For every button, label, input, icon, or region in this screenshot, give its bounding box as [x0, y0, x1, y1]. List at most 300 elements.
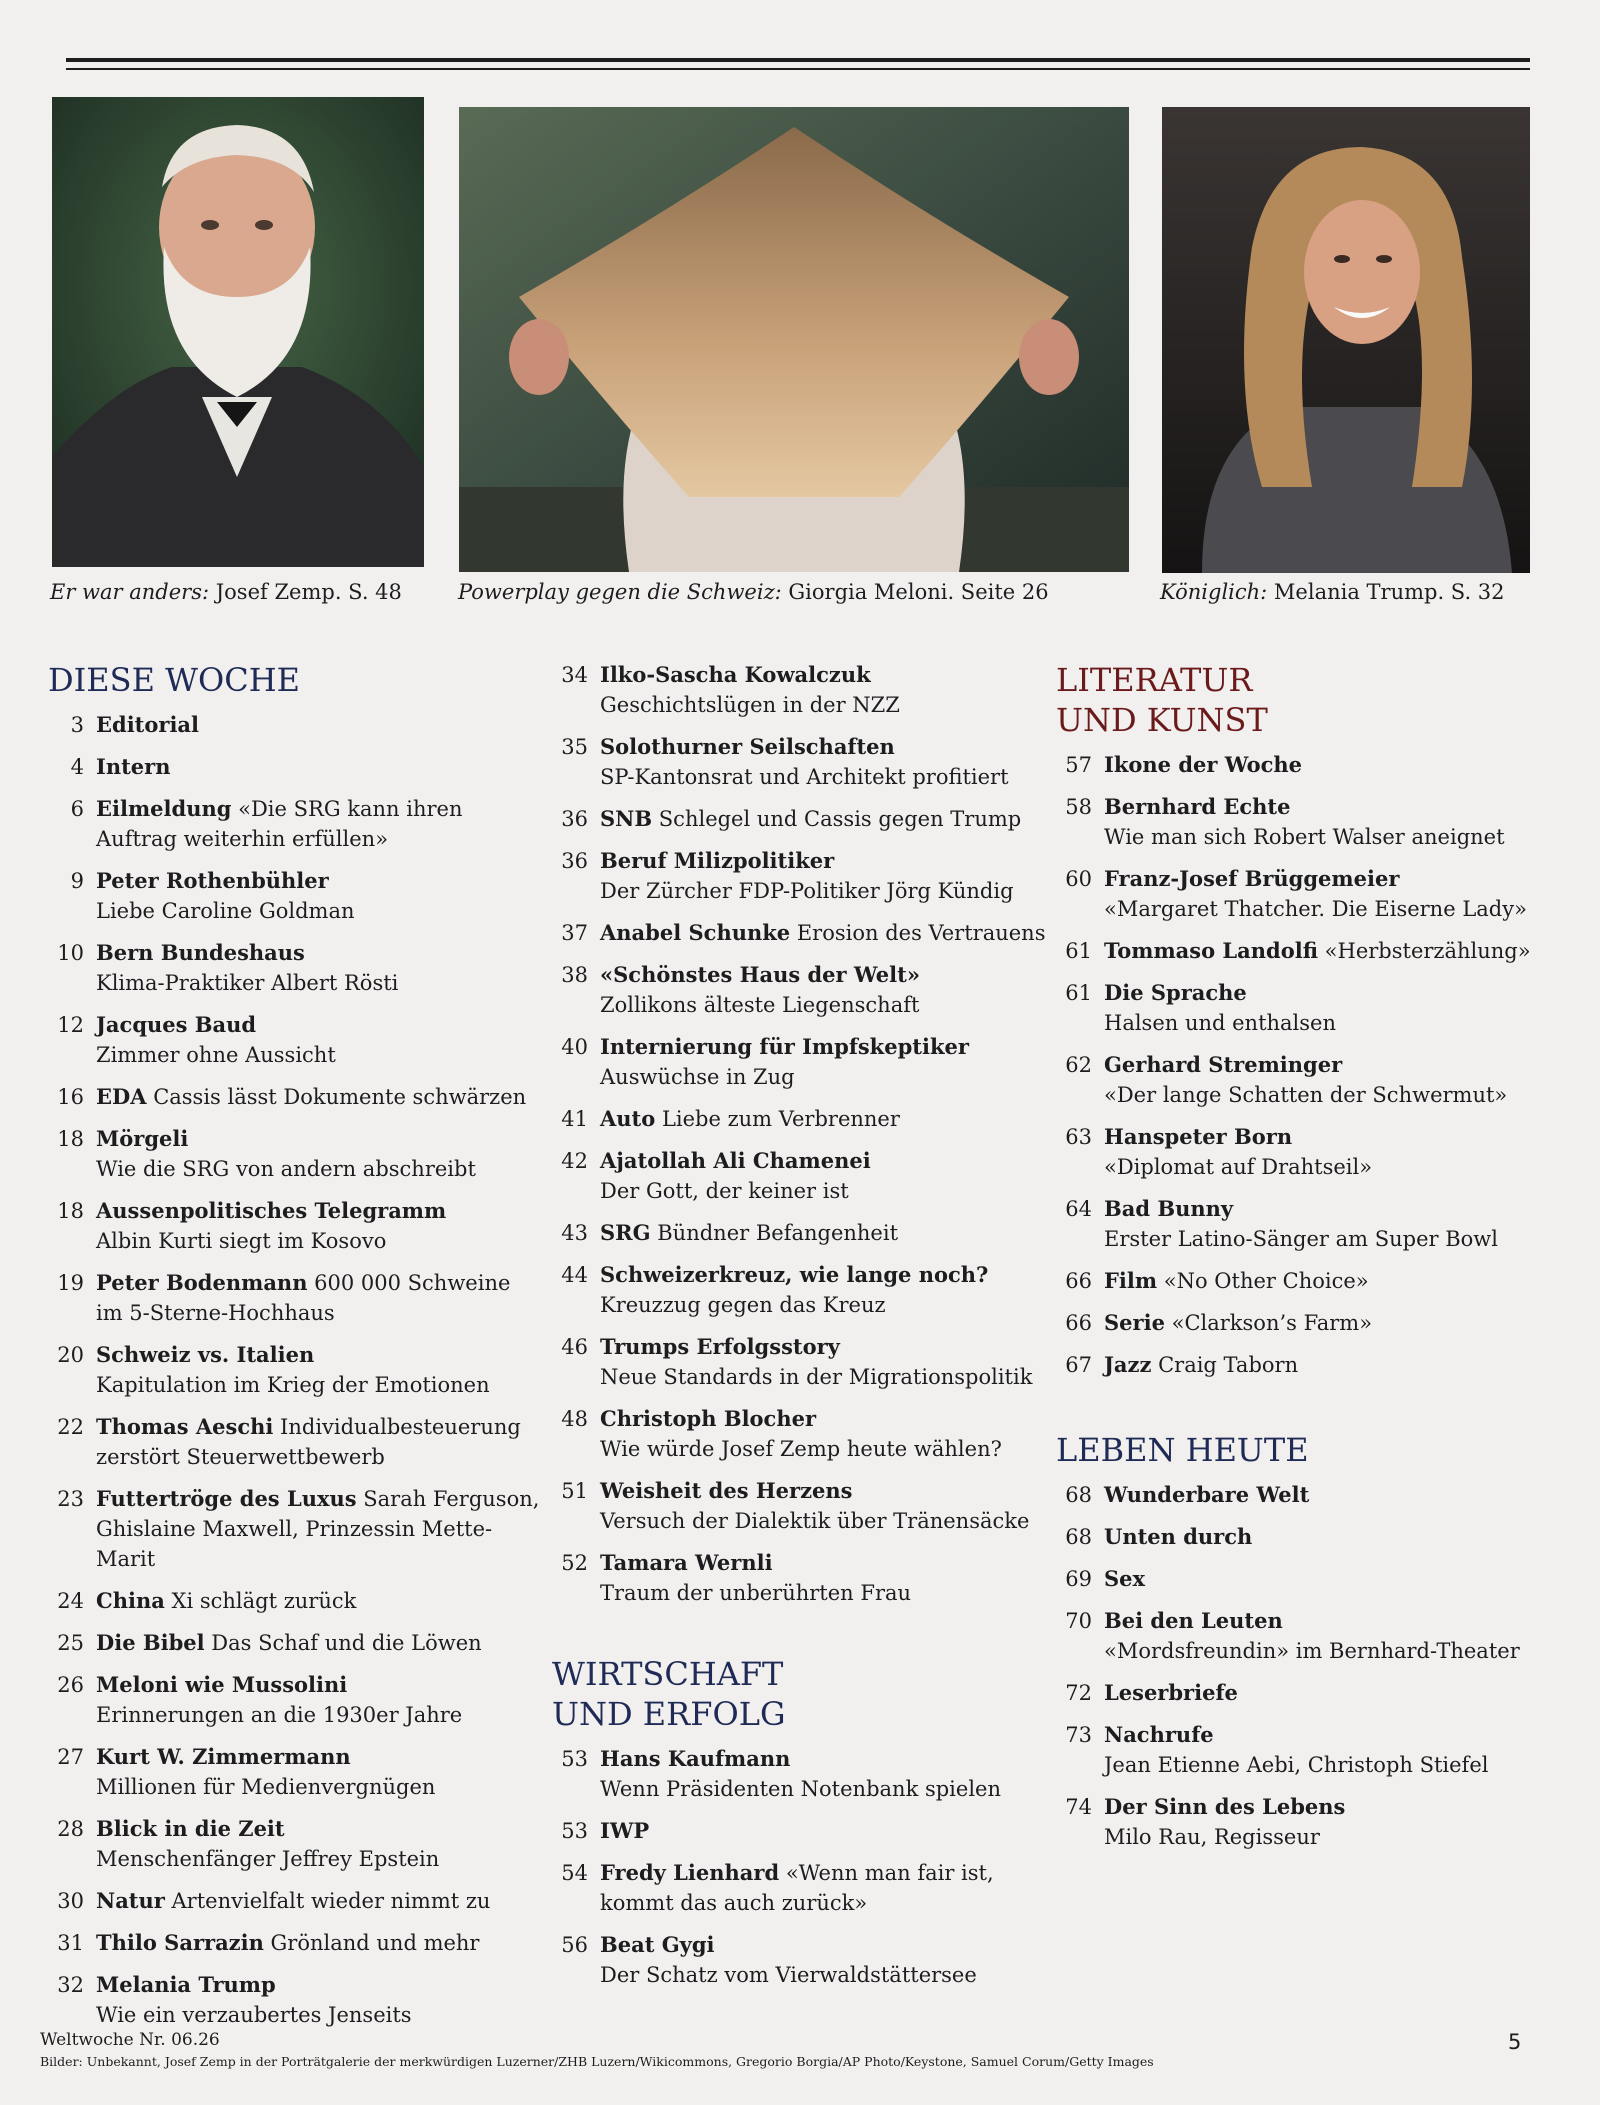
toc-entry	[44, 1196, 544, 1256]
toc-page-number: 69	[1065, 1567, 1092, 1591]
section-title-line: LITERATUR	[1056, 661, 1253, 699]
toc-headline: Hans Kaufmann	[600, 1746, 791, 1771]
magazine-issue: Weltwoche Nr. 06.26	[40, 2030, 220, 2050]
toc-entry	[548, 1146, 1048, 1206]
toc-entry	[1052, 864, 1552, 924]
toc-entry	[44, 1586, 544, 1616]
toc-entry	[548, 1548, 1048, 1608]
toc-subtitle: Traum der unberührten Frau	[600, 1581, 912, 1605]
toc-entry	[548, 1930, 1048, 1990]
toc-text	[1104, 1350, 1552, 1380]
photo-smiling-woman	[1162, 107, 1530, 573]
toc-text	[600, 918, 1048, 948]
toc-page-number: 3	[70, 713, 84, 737]
toc-page-number: 34	[561, 663, 588, 687]
toc-entry	[1052, 792, 1552, 852]
toc-page-number: 51	[561, 1479, 588, 1503]
toc-page-number: 57	[1065, 753, 1092, 777]
toc-entry	[548, 1744, 1048, 1804]
toc-text	[96, 1124, 544, 1184]
section-title-line: UND KUNST	[1056, 701, 1268, 739]
toc-page-number: 53	[561, 1819, 588, 1843]
toc-page-number: 64	[1065, 1197, 1092, 1221]
toc-entry	[44, 1340, 544, 1400]
toc-page-number: 38	[561, 963, 588, 987]
photo-woman-hair	[459, 107, 1129, 572]
toc-headline: Peter Bodenmann	[96, 1270, 308, 1295]
toc-page-number: 70	[1065, 1609, 1092, 1633]
toc-page-number: 72	[1065, 1681, 1092, 1705]
toc-text	[600, 732, 1048, 792]
toc-text	[96, 1082, 544, 1112]
toc-entry	[44, 1484, 544, 1574]
toc-page-number: 6	[70, 797, 84, 821]
toc-headline: Film	[1104, 1268, 1158, 1293]
toc-subtitle: Der Gott, der keiner ist	[600, 1179, 849, 1203]
toc-page-number: 61	[1065, 981, 1092, 1005]
toc-headline: Thomas Aeschi	[96, 1414, 274, 1439]
toc-subtitle: Neue Standards in der Migrationspolitik	[600, 1365, 1033, 1389]
toc-text	[600, 960, 1048, 1020]
toc-headline: Wunderbare Welt	[1104, 1482, 1310, 1507]
toc-page-number: 43	[561, 1221, 588, 1245]
toc-entry	[1052, 1792, 1552, 1852]
toc-subtitle: Milo Rau, Regisseur	[1104, 1825, 1320, 1849]
toc-page-number: 10	[57, 941, 84, 965]
toc-text	[1104, 1308, 1552, 1338]
toc-text	[1104, 792, 1552, 852]
toc-entry	[44, 1628, 544, 1658]
toc-headline: Mörgeli	[96, 1126, 189, 1151]
toc-text	[1104, 936, 1552, 966]
toc-text	[96, 752, 544, 782]
toc-page-number: 36	[561, 807, 588, 831]
toc-subtitle: Menschenfänger Jeffrey Epstein	[96, 1847, 440, 1871]
page-number: 5	[1508, 2030, 1522, 2054]
toc-inline-text: «Clarkson’s Farm»	[1164, 1311, 1373, 1335]
toc-page-number: 12	[57, 1013, 84, 1037]
toc-subtitle: Versuch der Dialektik über Tränensäcke	[600, 1509, 1030, 1533]
toc-subtitle: «Mordsfreundin» im Bernhard-Theater	[1104, 1639, 1520, 1663]
toc-page-number: 41	[561, 1107, 588, 1131]
toc-headline: IWP	[600, 1818, 650, 1843]
toc-text	[96, 710, 544, 740]
toc-subtitle: Wenn Präsidenten Notenbank spielen	[600, 1777, 1001, 1801]
toc-entry	[1052, 978, 1552, 1038]
toc-headline: Internierung für Impfskeptiker	[600, 1034, 969, 1059]
toc-headline: China	[96, 1588, 165, 1613]
toc-page-number: 58	[1065, 795, 1092, 819]
toc-page-number: 23	[57, 1487, 84, 1511]
toc-text	[1104, 1792, 1552, 1852]
toc-subtitle: Halsen und enthalsen	[1104, 1011, 1337, 1035]
toc-entry	[548, 1218, 1048, 1248]
toc-text	[1104, 864, 1552, 924]
toc-headline: Weisheit des Herzens	[600, 1478, 853, 1503]
toc-subtitle: Ghislaine Maxwell, Prinzessin Mette-Marit	[96, 1517, 493, 1571]
toc-page-number: 37	[561, 921, 588, 945]
toc-entry	[44, 1010, 544, 1070]
toc-text	[96, 1484, 544, 1574]
toc-text	[600, 660, 1048, 720]
toc-list-literatur	[1052, 750, 1552, 1380]
top-rule-thick	[66, 58, 1530, 62]
toc-text	[1104, 1266, 1552, 1296]
toc-entry	[1052, 1266, 1552, 1296]
toc-headline: Schweizerkreuz, wie lange noch?	[600, 1262, 989, 1287]
toc-entry	[44, 1670, 544, 1730]
toc-page-number: 30	[57, 1889, 84, 1913]
toc-text	[96, 1196, 544, 1256]
section-title-literatur	[1056, 660, 1552, 740]
toc-subtitle: kommt das auch zurück»	[600, 1891, 868, 1915]
toc-entry	[1052, 1122, 1552, 1182]
toc-text	[96, 1670, 544, 1730]
toc-entry	[1052, 936, 1552, 966]
toc-text	[600, 846, 1048, 906]
toc-page-number: 27	[57, 1745, 84, 1769]
toc-subtitle: Jean Etienne Aebi, Christoph Stiefel	[1104, 1753, 1489, 1777]
toc-headline: Sex	[1104, 1566, 1146, 1591]
toc-page-number: 18	[57, 1199, 84, 1223]
toc-text	[96, 938, 544, 998]
toc-entry	[548, 804, 1048, 834]
toc-text	[600, 1476, 1048, 1536]
toc-headline: Melania Trump	[96, 1972, 276, 1997]
toc-subtitle: im 5-Sterne-Hochhaus	[96, 1301, 335, 1325]
toc-subtitle: Albin Kurti siegt im Kosovo	[96, 1229, 387, 1253]
toc-inline-text: Sarah Ferguson,	[356, 1487, 540, 1511]
toc-text	[96, 1010, 544, 1070]
toc-page-number: 40	[561, 1035, 588, 1059]
toc-headline: EDA	[96, 1084, 147, 1109]
toc-headline: Christoph Blocher	[600, 1406, 817, 1431]
toc-headline: Thilo Sarrazin	[96, 1930, 264, 1955]
toc-entry	[548, 1816, 1048, 1846]
toc-text	[96, 1412, 544, 1472]
toc-entry	[1052, 1350, 1552, 1380]
toc-inline-text: Xi schlägt zurück	[164, 1589, 357, 1613]
toc-subtitle: Auftrag weiterhin erfüllen»	[96, 827, 389, 851]
toc-text	[96, 1268, 544, 1328]
toc-headline: Trumps Erfolgsstory	[600, 1334, 840, 1359]
toc-subtitle: «Margaret Thatcher. Die Eiserne Lady»	[1104, 897, 1527, 921]
toc-entry	[548, 1476, 1048, 1536]
toc-page-number: 56	[561, 1933, 588, 1957]
toc-page-number: 68	[1065, 1525, 1092, 1549]
toc-headline: Fredy Lienhard	[600, 1860, 780, 1885]
toc-headline: Aussenpolitisches Telegramm	[96, 1198, 447, 1223]
caption-photo-3: Königlich: Melania Trump. S. 32	[1160, 580, 1505, 604]
section-title-line: UND ERFOLG	[552, 1695, 786, 1733]
toc-page-number: 53	[561, 1747, 588, 1771]
toc-page-number: 26	[57, 1673, 84, 1697]
toc-inline-text: Liebe zum Verbrenner	[655, 1107, 900, 1131]
toc-entry	[1052, 1194, 1552, 1254]
toc-headline: Hanspeter Born	[1104, 1124, 1293, 1149]
toc-text	[1104, 1194, 1552, 1254]
toc-page-number: 60	[1065, 867, 1092, 891]
toc-entry	[1052, 1606, 1552, 1666]
toc-page-number: 24	[57, 1589, 84, 1613]
toc-page-number: 25	[57, 1631, 84, 1655]
toc-inline-text: «Die SRG kann ihren	[231, 797, 463, 821]
toc-text	[96, 1742, 544, 1802]
toc-subtitle: Liebe Caroline Goldman	[96, 899, 355, 923]
toc-page-number: 31	[57, 1931, 84, 1955]
caption-photo-2: Powerplay gegen die Schweiz: Giorgia Meloni. Seite 26	[458, 580, 1049, 604]
toc-headline: Intern	[96, 754, 171, 779]
toc-text	[600, 804, 1048, 834]
toc-entry	[44, 1412, 544, 1472]
toc-text	[600, 1146, 1048, 1206]
toc-headline: Beat Gygi	[600, 1932, 715, 1957]
toc-entry	[548, 960, 1048, 1020]
toc-entry	[548, 1858, 1048, 1918]
toc-page-number: 68	[1065, 1483, 1092, 1507]
toc-page-number: 19	[57, 1271, 84, 1295]
toc-inline-text: Grönland und mehr	[263, 1931, 480, 1955]
caption-photo-1: Er war anders: Josef Zemp. S. 48	[50, 580, 402, 604]
toc-page-number: 20	[57, 1343, 84, 1367]
toc-page-number: 61	[1065, 939, 1092, 963]
toc-headline: Tommaso Landolfi	[1104, 938, 1318, 963]
toc-entry	[1052, 1308, 1552, 1338]
toc-headline: Unten durch	[1104, 1524, 1253, 1549]
toc-inline-text: Craig Taborn	[1151, 1353, 1299, 1377]
toc-headline: Tamara Wernli	[600, 1550, 773, 1575]
toc-entry	[548, 1332, 1048, 1392]
toc-subtitle: Auswüchse in Zug	[600, 1065, 795, 1089]
toc-inline-text: «No Other Choice»	[1157, 1269, 1369, 1293]
toc-headline: Natur	[96, 1888, 165, 1913]
toc-inline-text: Das Schaf und die Löwen	[204, 1631, 482, 1655]
toc-entry	[548, 1260, 1048, 1320]
toc-entry	[44, 1886, 544, 1916]
toc-entry	[44, 710, 544, 740]
toc-page-number: 73	[1065, 1723, 1092, 1747]
toc-subtitle: zerstört Steuerwettbewerb	[96, 1445, 385, 1469]
section-title-line: DIESE WOCHE	[48, 661, 300, 699]
toc-headline: Die Bibel	[96, 1630, 205, 1655]
toc-text	[600, 1858, 1048, 1918]
toc-entry	[548, 1032, 1048, 1092]
toc-entry	[548, 732, 1048, 792]
photo-portrait-painting	[52, 97, 424, 567]
toc-list-wirtschaft	[548, 1744, 1048, 1990]
toc-text	[96, 1586, 544, 1616]
toc-headline: Peter Rothenbühler	[96, 868, 329, 893]
toc-entry	[548, 1104, 1048, 1134]
top-rule-thin	[66, 68, 1530, 70]
toc-entry	[1052, 1522, 1552, 1552]
toc-page-number: 63	[1065, 1125, 1092, 1149]
toc-page-number: 52	[561, 1551, 588, 1575]
toc-headline: «Schönstes Haus der Welt»	[600, 962, 920, 987]
toc-headline: Der Sinn des Lebens	[1104, 1794, 1346, 1819]
toc-text	[600, 1104, 1048, 1134]
toc-text	[96, 1886, 544, 1916]
toc-headline: SNB	[600, 806, 653, 831]
toc-list-diese-woche	[44, 710, 544, 2030]
section-title-line: LEBEN HEUTE	[1056, 1431, 1309, 1469]
section-title-wirtschaft	[552, 1654, 1048, 1734]
toc-subtitle: Der Schatz vom Vierwaldstättersee	[600, 1963, 977, 1987]
toc-headline: Bad Bunny	[1104, 1196, 1234, 1221]
toc-text	[1104, 1564, 1552, 1594]
toc-page-number: 67	[1065, 1353, 1092, 1377]
toc-inline-text: Artenvielfalt wieder nimmt zu	[164, 1889, 491, 1913]
toc-subtitle: «Der lange Schatten der Schwermut»	[1104, 1083, 1508, 1107]
toc-text	[1104, 1720, 1552, 1780]
toc-text	[1104, 978, 1552, 1038]
toc-entry	[44, 1742, 544, 1802]
toc-text	[1104, 1522, 1552, 1552]
toc-headline: Serie	[1104, 1310, 1165, 1335]
toc-headline: Beruf Milizpolitiker	[600, 848, 835, 873]
toc-subtitle: Erinnerungen an die 1930er Jahre	[96, 1703, 463, 1727]
toc-headline: SRG	[600, 1220, 651, 1245]
toc-column-2	[548, 660, 1048, 2002]
toc-entry	[1052, 1678, 1552, 1708]
toc-text	[600, 1744, 1048, 1804]
toc-list-leben	[1052, 1480, 1552, 1852]
toc-entry	[44, 938, 544, 998]
toc-headline: Ilko-Sascha Kowalczuk	[600, 662, 871, 687]
toc-list-col2	[548, 660, 1048, 1608]
toc-text	[1104, 1606, 1552, 1666]
toc-subtitle: SP-Kantonsrat und Architekt profitiert	[600, 765, 1009, 789]
toc-page-number: 62	[1065, 1053, 1092, 1077]
toc-entry	[44, 794, 544, 854]
toc-text	[1104, 1678, 1552, 1708]
toc-subtitle: «Diplomat auf Drahtseil»	[1104, 1155, 1373, 1179]
toc-subtitle: Geschichtslügen in der NZZ	[600, 693, 900, 717]
toc-subtitle: Erster Latino-Sänger am Super Bowl	[1104, 1227, 1498, 1251]
toc-text	[600, 1260, 1048, 1320]
toc-entry	[1052, 1480, 1552, 1510]
toc-entry	[548, 846, 1048, 906]
toc-page-number: 48	[561, 1407, 588, 1431]
toc-headline: Bernhard Echte	[1104, 794, 1291, 819]
toc-page-number: 44	[561, 1263, 588, 1287]
toc-subtitle: Millionen für Medienvergnügen	[96, 1775, 436, 1799]
toc-page-number: 46	[561, 1335, 588, 1359]
toc-headline: Leserbriefe	[1104, 1680, 1238, 1705]
toc-headline: Meloni wie Mussolini	[96, 1672, 348, 1697]
toc-subtitle: Wie ein verzaubertes Jenseits	[96, 2003, 412, 2027]
toc-page-number: 16	[57, 1085, 84, 1109]
toc-entry	[548, 1404, 1048, 1464]
toc-headline: Gerhard Streminger	[1104, 1052, 1343, 1077]
toc-page-number: 9	[70, 869, 84, 893]
toc-headline: Jacques Baud	[96, 1012, 257, 1037]
toc-entry	[1052, 1720, 1552, 1780]
toc-headline: Nachrufe	[1104, 1722, 1214, 1747]
toc-entry	[44, 866, 544, 926]
toc-text	[1104, 750, 1552, 780]
toc-subtitle: Der Zürcher FDP-Politiker Jörg Kündig	[600, 879, 1014, 903]
toc-headline: Kurt W. Zimmermann	[96, 1744, 351, 1769]
photo-credits: Bilder: Unbekannt, Josef Zemp in der Porträtgalerie der merkwürdigen Luzerner/ZHB Luzern/Wikicommons, Gregorio Borgia/AP Photo/Keystone, Samuel Corum/Getty Images	[40, 2054, 1154, 2069]
section-title-line: WIRTSCHAFT	[552, 1655, 784, 1693]
toc-text	[96, 1340, 544, 1400]
toc-entry	[44, 1268, 544, 1328]
toc-page-number: 4	[70, 755, 84, 779]
toc-page-number: 28	[57, 1817, 84, 1841]
toc-headline: Schweiz vs. Italien	[96, 1342, 315, 1367]
toc-inline-text: Bündner Befangenheit	[650, 1221, 899, 1245]
toc-headline: Ajatollah Ali Chamenei	[600, 1148, 871, 1173]
toc-headline: Solothurner Seilschaften	[600, 734, 895, 759]
toc-inline-text: 600 000 Schweine	[307, 1271, 511, 1295]
toc-headline: Bern Bundeshaus	[96, 940, 305, 965]
toc-headline: Editorial	[96, 712, 200, 737]
toc-subtitle: Kreuzzug gegen das Kreuz	[600, 1293, 886, 1317]
toc-text	[96, 794, 544, 854]
toc-entry	[548, 918, 1048, 948]
toc-page-number: 66	[1065, 1269, 1092, 1293]
toc-inline-text: Erosion des Vertrauens	[790, 921, 1046, 945]
toc-headline: Auto	[600, 1106, 656, 1131]
toc-text	[600, 1930, 1048, 1990]
toc-column-1	[44, 660, 544, 2042]
toc-entry	[44, 1082, 544, 1112]
toc-text	[96, 1970, 544, 2030]
toc-headline: Futtertröge des Luxus	[96, 1486, 357, 1511]
toc-text	[600, 1218, 1048, 1248]
toc-text	[600, 1404, 1048, 1464]
toc-text	[96, 1928, 544, 1958]
toc-headline: Bei den Leuten	[1104, 1608, 1283, 1633]
toc-inline-text: «Wenn man fair ist,	[779, 1861, 994, 1885]
toc-inline-text: Schlegel und Cassis gegen Trump	[652, 807, 1022, 831]
toc-entry	[44, 1814, 544, 1874]
toc-text	[96, 866, 544, 926]
toc-subtitle: Wie man sich Robert Walser aneignet	[1104, 825, 1505, 849]
toc-text	[600, 1332, 1048, 1392]
toc-entry	[1052, 1050, 1552, 1110]
toc-headline: Anabel Schunke	[600, 920, 791, 945]
toc-subtitle: Zollikons älteste Liegenschaft	[600, 993, 920, 1017]
toc-entry	[1052, 750, 1552, 780]
toc-text	[1104, 1480, 1552, 1510]
toc-text	[600, 1816, 1048, 1846]
toc-page-number: 35	[561, 735, 588, 759]
toc-headline: Ikone der Woche	[1104, 752, 1303, 777]
toc-inline-text: «Herbsterzählung»	[1318, 939, 1531, 963]
toc-headline: Blick in die Zeit	[96, 1816, 285, 1841]
toc-headline: Jazz	[1104, 1352, 1152, 1377]
toc-headline: Eilmeldung	[96, 796, 232, 821]
toc-entry	[44, 752, 544, 782]
toc-page-number: 18	[57, 1127, 84, 1151]
toc-page-number: 74	[1065, 1795, 1092, 1819]
toc-text	[600, 1032, 1048, 1092]
section-title-diese-woche	[48, 660, 544, 700]
toc-column-3	[1052, 660, 1552, 1864]
toc-subtitle: Wie würde Josef Zemp heute wählen?	[600, 1437, 1002, 1461]
toc-subtitle: Klima-Praktiker Albert Rösti	[96, 971, 399, 995]
toc-page-number: 42	[561, 1149, 588, 1173]
toc-entry	[44, 1928, 544, 1958]
toc-entry	[1052, 1564, 1552, 1594]
section-title-leben-heute	[1056, 1430, 1552, 1470]
toc-subtitle: Wie die SRG von andern abschreibt	[96, 1157, 476, 1181]
toc-text	[600, 1548, 1048, 1608]
toc-page-number: 36	[561, 849, 588, 873]
toc-entry	[44, 1124, 544, 1184]
